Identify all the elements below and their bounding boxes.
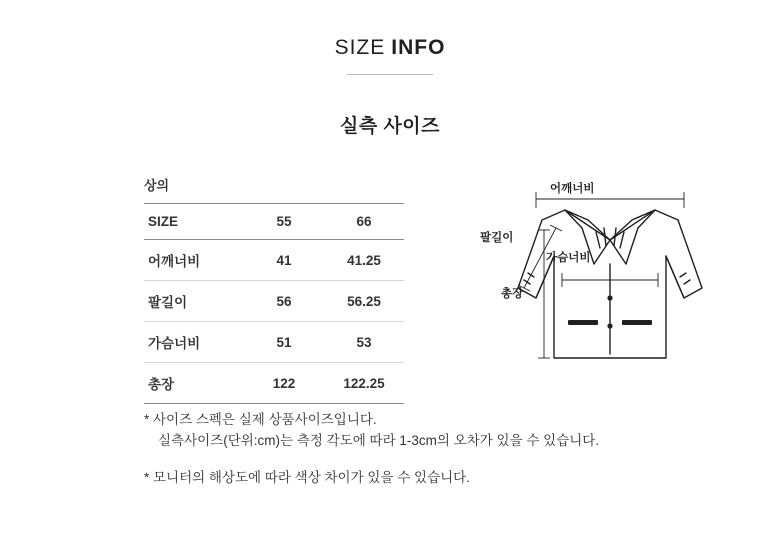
header-cell-55: 55 <box>244 204 324 240</box>
note-line-3: * 모니터의 해상도에 따라 색상 차이가 있을 수 있습니다. <box>144 469 470 485</box>
row-label: 가슴너비 <box>144 322 244 363</box>
header-cell-size: SIZE <box>144 204 244 240</box>
jacket-diagram-icon <box>470 168 750 383</box>
page-header <box>0 0 780 138</box>
row-value-55: 51 <box>244 322 324 363</box>
notes-section <box>144 410 704 489</box>
label-chest-width: 가슴너비 <box>546 252 591 264</box>
row-value-66: 56.25 <box>324 281 404 322</box>
note-line-1: * 사이즈 스펙은 실제 상품사이즈입니다. <box>144 412 377 427</box>
table-body <box>144 240 404 404</box>
table-row <box>144 363 404 404</box>
header-cell-66: 66 <box>324 204 404 240</box>
title-divider <box>347 74 433 75</box>
page-subtitle: 실측 사이즈 <box>339 116 441 137</box>
label-shoulder-width: 어깨너비 <box>550 183 595 195</box>
page-title-light: SIZE <box>334 36 386 59</box>
row-value-66: 53 <box>324 322 404 363</box>
table-row <box>144 322 404 363</box>
row-value-55: 56 <box>244 281 324 322</box>
garment-illustration <box>470 168 750 383</box>
page-title-bold: INFO <box>391 36 446 59</box>
table-caption: 상의 <box>144 178 170 193</box>
row-value-55: 122 <box>244 363 324 404</box>
page-title <box>0 36 780 60</box>
label-sleeve-length: 팔길이 <box>480 232 514 244</box>
size-table <box>144 203 404 404</box>
table-header-row <box>144 204 404 240</box>
row-label: 팔길이 <box>144 281 244 322</box>
size-table-section <box>144 175 400 404</box>
label-total-length: 총장 <box>501 288 524 300</box>
row-label: 총장 <box>144 363 244 404</box>
table-row <box>144 240 404 281</box>
table-head <box>144 204 404 240</box>
row-value-66: 41.25 <box>324 240 404 281</box>
note-line-2: 실측사이즈(단위:cm)는 측정 각도에 따라 1-3cm의 오차가 있을 수 있습니다. <box>158 432 600 448</box>
row-label: 어깨너비 <box>144 240 244 281</box>
table-row <box>144 281 404 322</box>
row-value-55: 41 <box>244 240 324 281</box>
row-value-66: 122.25 <box>324 363 404 404</box>
